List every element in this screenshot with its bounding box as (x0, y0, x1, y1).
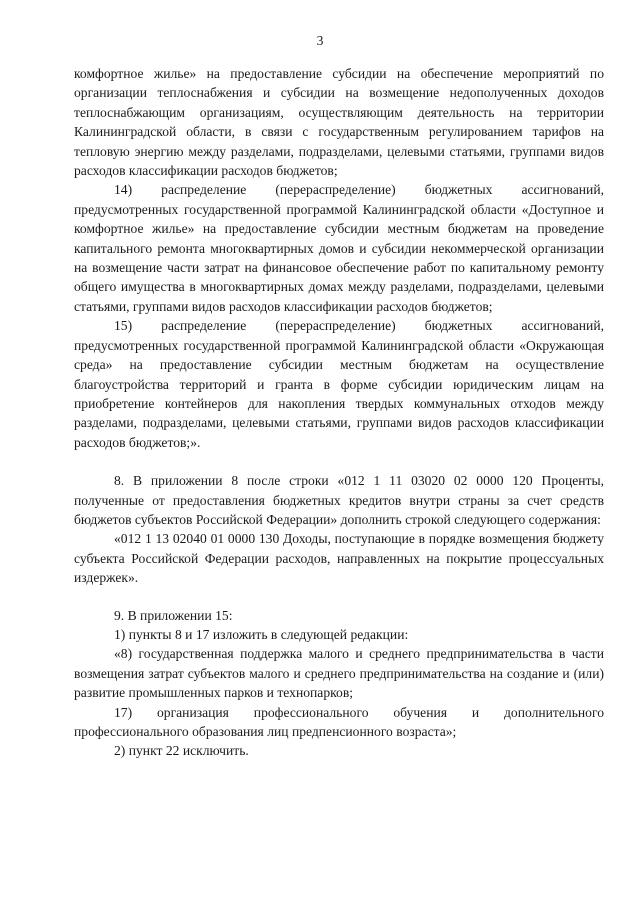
paragraph-clause-8: 8. В приложении 8 после строки «012 1 11 03020 02 0000 120 Проценты, полученные от предоставления бюджетных кредитов внутри страны за счет средств бюджетов субъектов Российской Федерации» дополнить строкой следующего содержания: (74, 473, 604, 527)
document-body (74, 64, 604, 761)
paragraph-continuation: комфортное жилье» на предоставление субсидии на обеспечение мероприятий по организации теплоснабжения и субсидии на возмещение недополученных доходов теплоснабжающим организациям, осуществляющим деятельность на территории Калининградской области, в связи с государственным регулированием тарифов на тепловую энергию между разделами, подразделами, целевыми статьями, группами видов расходов классификации расходов бюджетов; (74, 66, 604, 179)
paragraph-clause-9-item-8: «8) государственная поддержка малого и среднего предпринимательства в части возмещения затрат субъектов малого и среднего предпринимательства на создание и (или) развитие промышленных парков и технопарков; (74, 646, 604, 701)
paragraph-clause-9-subitem-2: 2) пункт 22 исключить. (114, 743, 249, 759)
paragraph-clause-9-subitem-1: 1) пункты 8 и 17 изложить в следующей редакции: (114, 626, 409, 642)
page-number: 3 (316, 33, 324, 48)
paragraph-clause-9: 9. В приложении 15: (114, 607, 233, 623)
paragraph-clause-9-item-17: 17) организация профессионального обучения и дополнительного профессионального образования лиц предпенсионного возраста»; (74, 704, 604, 739)
paragraph-item-14: 14) распределение (перераспределение) бюджетных ассигнований, предусмотренных государственной программой Калининградской области «Доступное и комфортное жилье» на предоставление субсидии местным бюджетам на проведение капитального ремонта многоквартирных домов и субсидии некоммерческой организации на возмещение части затрат на финансовое обеспечение работ по капитальному ремонту общего имущества в многоквартирных домах между разделами, подразделами, целевыми статьями, группами видов расходов классификации расходов бюджетов; (74, 182, 604, 314)
paragraph-clause-8-insert: «012 1 13 02040 01 0000 130 Доходы, поступающие в порядке возмещения бюджету субъекта Российской Федерации расходов, направленных на покрытие процессуальных издержек». (74, 531, 604, 586)
paragraph-item-15: 15) распределение (перераспределение) бюджетных ассигнований, предусмотренных государственной программой Калининградской области «Окружающая среда» на предоставление субсидии местным бюджетам на осуществление благоустройства территорий и гранта в форме субсидии юридическим лицам на приобретение контейнеров для накопления твердых коммунальных отходов между разделами, подразделами, целевыми статьями, группами видов расходов классификации расходов бюджетов;». (74, 318, 604, 450)
